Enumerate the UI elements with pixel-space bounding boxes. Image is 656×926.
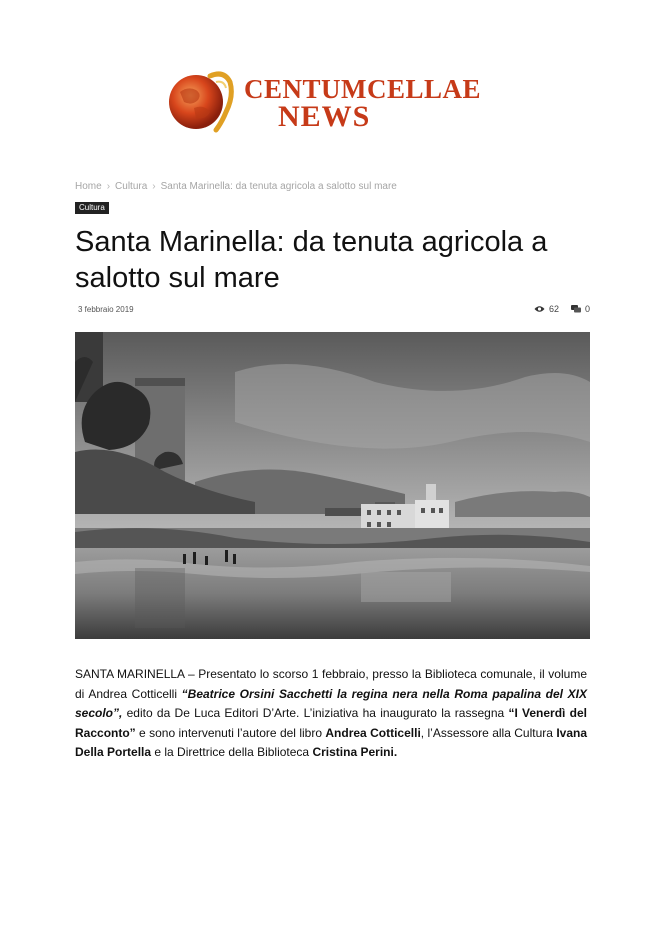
eye-icon [534, 305, 545, 313]
comments-count: 0 [585, 304, 591, 314]
category-badge[interactable]: Cultura [75, 202, 109, 214]
body-text-2: edito da De Luca Editori D’Arte. L’iniziativa ha inaugurato la rassegna [122, 706, 509, 720]
chevron-right-icon: › [152, 181, 156, 192]
site-logo[interactable] [166, 66, 506, 136]
historic-coast-photo [75, 332, 590, 639]
chevron-right-icon: › [106, 181, 111, 192]
article-body [75, 665, 587, 763]
logo-text-news: NEWS [278, 100, 371, 133]
body-text-3: e sono intervenuti l’autore del libro [135, 725, 326, 740]
breadcrumb-home[interactable]: Home [75, 181, 102, 192]
logo-text-centumcellae: CENTUMCELLAE [244, 74, 482, 104]
views-count: 62 [549, 304, 560, 314]
article-image [75, 332, 590, 639]
article-date: 3 febbraio 2019 [78, 305, 134, 314]
breadcrumb [75, 181, 397, 192]
series-name: “I Venerdì del Racconto” [75, 706, 587, 740]
breadcrumb-category[interactable]: Cultura [115, 181, 148, 192]
body-intro: SANTA MARINELLA – Presentato lo scorso 1 febbraio, presso la Biblioteca comunale, il volume di Andrea Cotticelli [75, 667, 587, 701]
director-name: Cristina Perini [312, 745, 394, 759]
book-title: “Beatrice Orsini Sacchetti la regina nera nella Roma papalina del XIX secolo”, [75, 686, 587, 720]
views-counter [534, 304, 559, 314]
article-title: Santa Marinella: da tenuta agricola a salotto sul mare [75, 226, 548, 294]
body-text-5: e la Direttrice della Biblioteca [151, 745, 313, 759]
body-text-end: . [393, 745, 398, 759]
author-name: Andrea Cotticelli [325, 725, 421, 740]
comments-counter[interactable] [571, 304, 590, 314]
body-text-4: , l’Assessore alla Cultura [420, 725, 557, 740]
globe-logo-icon [166, 68, 236, 134]
assessor-name: Ivana Della Portella [75, 725, 587, 759]
breadcrumb-current: Santa Marinella: da tenuta agricola a salotto sul mare [160, 181, 397, 192]
comment-icon [571, 305, 581, 313]
